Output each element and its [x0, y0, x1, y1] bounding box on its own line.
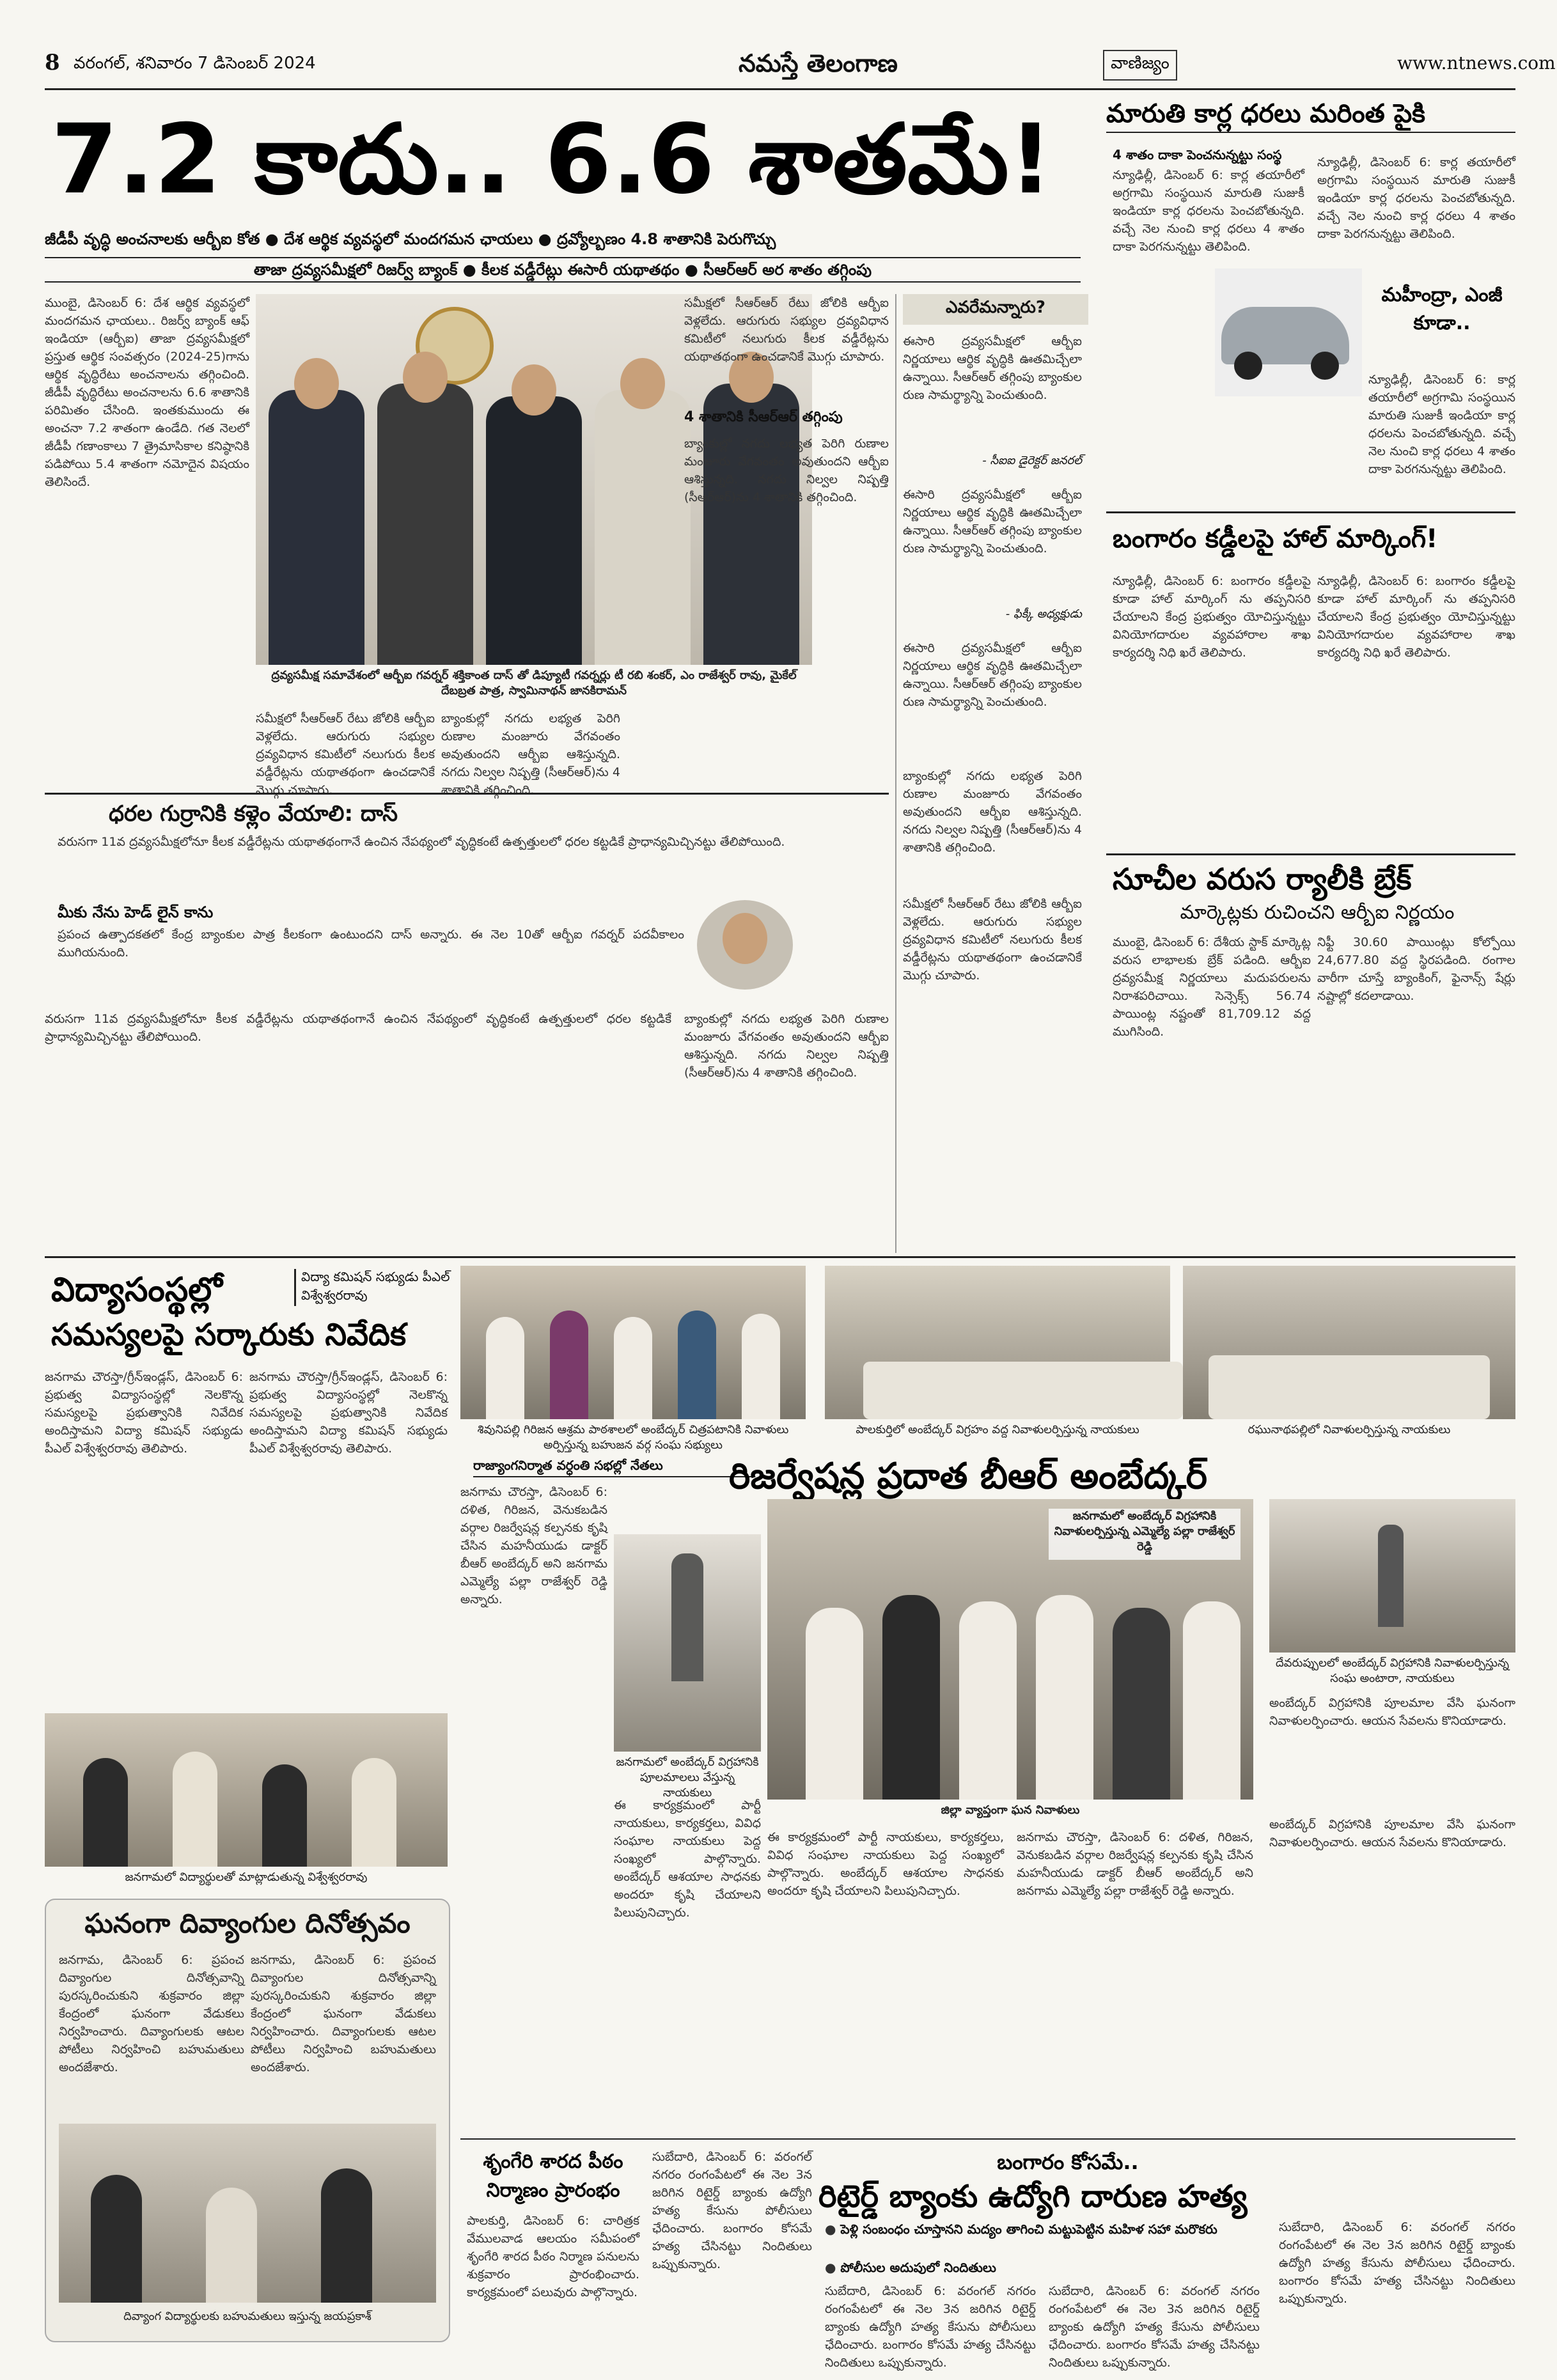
- sringeri-text: పాలకుర్తి, డిసెంబర్ 6: చారిత్రక వేములవాడ ఆలయం సమీపంలో శృంగేరి శారద పీఠం నిర్మాణ పనులను శుక్రవారం ప్రారంభించారు. కార్యక్రమంలో పలువురు పాల్గొన్నారు.: [467, 2214, 639, 2299]
- education-text-2: జనగామ చౌరస్తా/గ్రీన్ఇండ్లస్, డిసెంబర్ 6: ప్రభుత్వ విద్యాసంస్థల్లో నెలకొన్న సమస్యలపై ప్రభుత్వానికి నివేదిక అందిస్తామని విద్యా కమిషన్ సభ్యుడు పీఎల్ విశ్వేశ్వరరావు తెలిపారు.: [249, 1370, 448, 1456]
- person-figure: [959, 1601, 1017, 1800]
- website-url[interactable]: www.ntnews.com: [1397, 52, 1556, 74]
- education-text-1: జనగామ చౌరస్తా/గ్రీన్ఇండ్లస్, డిసెంబర్ 6: ప్రభుత్వ విద్యాసంస్థల్లో నెలకొన్న సమస్యలపై ప్రభుత్వానికి నివేదిక అందిస్తామని విద్యా కమిషన్ సభ్యుడు పీఎల్ విశ్వేశ్వరరావు తెలిపారు.: [45, 1370, 243, 1456]
- sringeri-headline-1: శృంగేరి శారద పీఠం: [483, 2151, 623, 2173]
- lead-col3-subhead: 4 శాతానికి సీఆర్ఆర్ తగ్గింపు: [684, 409, 843, 425]
- sringeri-headline-2: నిర్మాణం ప్రారంభం: [486, 2179, 620, 2202]
- person-figure: [486, 396, 582, 665]
- market-text-1: ముంబై, డిసెంబర్ 6: దేశీయ స్టాక్ మార్కెట్ల వరుస లాభాలకు బ్రేక్ పడింది. ఆర్బీఐ ద్రవ్యసమీక్ష నిర్ణయాలు మదుపరులను నిరాశపరిచాయి. సెన్సెక్స్ 56.74 పాయింట్ల నష్టంతో 81,709.12 వద్ద ముగిసింది.: [1113, 935, 1311, 1039]
- section-label: వాణిజ్యం: [1103, 50, 1177, 81]
- ambedkar-text-1: జనగామ చౌరస్తా, డిసెంబర్ 6: దళిత, గిరిజన, వెనుకబడిన వర్గాల రిజర్వేషన్ల కల్పనకు కృషి చేసిన మహనీయుడు డాక్టర్ బీఆర్ అంబేద్కర్ అని జనగామ ఎమ్మెల్యే పల్లా రాజేశ్వర్ రెడ్డి అన్నారు.: [460, 1485, 607, 1606]
- person-figure: [742, 1314, 780, 1419]
- lead-continuation-2: వరుసగా 11వ ద్రవ్యసమీక్షలోనూ కీలక వడ్డీరేట్లను యథాతథంగానే ఉంచిన నేపథ్యంలో వృద్ధికంటే ఉత్పత్తులలో ధరల కట్టడికే ప్రాధాన్యమిచ్చినట్టు తేలిపోయింది.: [45, 1012, 671, 1044]
- lead-subhead-1: జీడీపీ వృద్ధి అంచనాలకు ఆర్బీఐ కోత ● దేశ ఆర్థిక వ్యవస్థలో మందగమన ఛాయలు ● ద్రవ్యోల్బణం 4.8 శాతానికి పెరుగొచ్చు: [45, 230, 776, 248]
- ambedkar-photo-2: [825, 1266, 1170, 1419]
- reactions-box: [895, 294, 1088, 1253]
- ambedkar-text-6: అంబేద్కర్ విగ్రహానికి పూలమాల వేసి ఘనంగా నివాళులర్పించారు. ఆయన సేవలను కొనియాడారు.: [1269, 1817, 1515, 1849]
- person-head: [294, 358, 339, 409]
- person-figure: [614, 1317, 652, 1419]
- person-figure: [1113, 1608, 1170, 1800]
- bottom-divider: [460, 2138, 1515, 2140]
- ambedkar-text-3: అంబేద్కర్ విగ్రహానికి పూలమాల వేసి ఘనంగా నివాళులర్పించారు. ఆయన సేవలను కొనియాడారు.: [1269, 1696, 1515, 1728]
- lead-col2b: బ్యాంకుల్లో నగదు లభ్యత పెరిగి రుణాల మంజూరు వేగవంతం అవుతుందని ఆర్బీఐ ఆశిస్తున్నది. నగదు నిల్వల నిష్పత్తి (సీఆర్ఆర్)ను 4 శాతానికి తగ్గించింది.: [441, 712, 620, 797]
- section-divider: [45, 1256, 1515, 1258]
- das-box-title: ధరల గుర్రానికి కళ్లెం వేయాలి: దాస్: [109, 801, 398, 827]
- person-figure: [352, 1758, 396, 1867]
- education-headline-1: విద్యాసంస్థల్లో: [51, 1271, 223, 1309]
- headline-corner-title: మీకు నేను హెడ్ లైన్ కాను: [58, 903, 214, 921]
- person-head: [512, 364, 556, 416]
- person-head: [620, 358, 665, 409]
- ambedkar-statue-caption: జనగామలో అంబేద్కర్ విగ్రహానికి పూలమాలలు వేస్తున్న నాయకులు: [616, 1755, 759, 1800]
- statue-icon: [671, 1553, 703, 1681]
- person-figure: [550, 1311, 588, 1419]
- lead-col1: ముంబై, డిసెంబర్ 6: దేశ ఆర్థిక వ్యవస్థలో మందగమన ఛాయలు.. రిజర్వ్ బ్యాంక్ ఆఫ్ ఇండియా (ఆర్బీఐ) తాజా ద్రవ్యసమీక్షలో ప్రస్తుత ఆర్థిక సంవత్సరం (2024-25)గాను ఆర్థిక వృద్ధిరేటు అంచనాలను తగ్గించింది. జీడీపీ వృద్ధిరేటు అంచనాలను 6.6 శాతానికి పరిమితం చేసింది. ఇంతకుముందు ఈ అంచనా 7.2 శాతంగా ఉండేది. గత నెలలో జీడీపీ గణాంకాలు 7 త్రైమాసికాల కనిష్ఠానికి పడిపోయి 5.4 శాతంగా నమోదైన విషయం తెలిసిందే.: [45, 296, 249, 489]
- headline-corner-text: ప్రపంచ ఉత్పాదకతలో కేంద్ర బ్యాంకుల పాత్ర కీలకంగా ఉంటుందని దాస్ అన్నారు. ఈ నెల 10తో ఆర్బీఐ గవర్నర్ పదవీకాలం ముగియనుంది.: [58, 928, 684, 960]
- ambedkar-photo-4: [1269, 1499, 1515, 1653]
- person-head: [403, 352, 448, 403]
- ambedkar-caption-3: రఘునాథపల్లిలో నివాళులర్పిస్తున్న నాయకులు: [1248, 1423, 1451, 1436]
- education-kicker: విద్యా కమిషన్ సభ్యుడు పీఎల్ విశ్వేశ్వరరావు: [294, 1269, 455, 1306]
- page-number: 8: [45, 50, 60, 75]
- das-box-text: వరుసగా 11వ ద్రవ్యసమీక్షలోనూ కీలక వడ్డీరేట్లను యథాతథంగానే ఉంచిన నేపథ్యంలో వృద్ధికంటే ఉత్పత్తులలో ధరల కట్టడికే ప్రాధాన్యమిచ్చినట్టు తేలిపోయింది.: [58, 835, 785, 849]
- person-figure: [377, 384, 473, 665]
- murder-text-1: సుబేదారి, డిసెంబర్ 6: వరంగల్ నగరం రంగంపేటలో ఈ నెల 3న జరిగిన రిటైర్డ్ బ్యాంకు ఉద్యోగి హత్య కేసును పోలీసులు ఛేదించారు. బంగారం కోసమే హత్య చేసినట్టు నిందితులు ఒప్పుకున్నారు.: [652, 2150, 812, 2271]
- reactions-text-1: ఈసారి ద్రవ్యసమీక్షలో ఆర్బీఐ నిర్ణయాలు ఆర్థిక వృద్ధికి ఊతమిచ్చేలా ఉన్నాయి. సీఆర్ఆర్ తగ్గింపు బ్యాంకుల రుణ సామర్థ్యాన్ని పెంచుతుంది.: [903, 334, 1082, 402]
- maruti-subhead: 4 శాతం దాకా పెంచనున్నట్టు సంస్థ: [1113, 147, 1282, 162]
- car-wheel-icon: [1311, 352, 1339, 380]
- murder-bullet-2: [825, 2260, 1272, 2278]
- das-box: [45, 793, 889, 1006]
- page-header: [45, 46, 1556, 84]
- person-figure: [1036, 1595, 1093, 1800]
- lead-col3: బ్యాంకుల్లో నగదు లభ్యత పెరిగి రుణాల మంజూరు వేగవంతం అవుతుందని ఆర్బీఐ ఆశిస్తున్నది. నగదు నిల్వల నిష్పత్తి (సీఆర్ఆర్)ను 4 శాతానికి తగ్గించింది.: [684, 437, 889, 504]
- ambedkar-kicker: రాజ్యాంగనిర్మాత వర్ధంతి సభల్లో నేతలు: [473, 1458, 755, 1477]
- gold-headline: బంగారం కడ్డీలపై హాల్ మార్కింగ్!: [1113, 524, 1438, 554]
- person-figure: [806, 1608, 863, 1800]
- murder-text-2: సుబేదారి, డిసెంబర్ 6: వరంగల్ నగరం రంగంపేటలో ఈ నెల 3న జరిగిన రిటైర్డ్ బ్యాంకు ఉద్యోగి హత్య కేసును పోలీసులు ఛేదించారు. బంగారం కోసమే హత్య చేసినట్టు నిందితులు ఒప్పుకున్నారు.: [825, 2284, 1036, 2370]
- person-figure: [173, 1752, 217, 1867]
- person-figure: [595, 390, 691, 665]
- reactions-text-3: ఈసారి ద్రవ్యసమీక్షలో ఆర్బీఐ నిర్ణయాలు ఆర్థిక వృద్ధికి ఊతమిచ్చేలా ఉన్నాయి. సీఆర్ఆర్ తగ్గింపు బ్యాంకుల రుణ సామర్థ్యాన్ని పెంచుతుంది.: [903, 641, 1082, 709]
- reactions-text-4: బ్యాంకుల్లో నగదు లభ్యత పెరిగి రుణాల మంజూరు వేగవంతం అవుతుందని ఆర్బీఐ ఆశిస్తున్నది. నగదు నిల్వల నిష్పత్తి (సీఆర్ఆర్)ను 4 శాతానికి తగ్గించింది.: [903, 769, 1082, 855]
- maruti-side-note: మహీంద్రా, ఎంజీ కూడా..: [1381, 284, 1503, 334]
- market-subhead: మార్కెట్లకు రుచించని ఆర్బీఐ నిర్ణయం: [1180, 901, 1455, 924]
- maruti-text-2: న్యూఢిల్లీ, డిసెంబర్ 6: కార్ల తయారీలో అగ్రగామి సంస్థయిన మారుతి సుజుకీ ఇండియా కార్ల ధరలను పెంచబోతున్నది. వచ్చే నెల నుంచి కార్ల ధరలు 4 శాతం దాకా పెరగనున్నట్టు తెలిపింది.: [1317, 155, 1515, 241]
- person-figure: [91, 2175, 142, 2303]
- ambedkar-caption-2: పాలకుర్తిలో అంబేద్కర్ విగ్రహం వద్ద నివాళులర్పిస్తున్న నాయకులు: [856, 1423, 1139, 1436]
- statue-icon: [1378, 1525, 1404, 1627]
- ambedkar-main-caption-2: జిల్లా వ్యాప్తంగా ఘన నివాళులు: [941, 1803, 1080, 1817]
- person-figure: [1209, 1355, 1490, 1419]
- reactions-title: ఎవరేమన్నారు?: [903, 294, 1088, 325]
- reactions-attrib-1: - సీఐఐ డైరెక్టర్ జనరల్: [982, 454, 1082, 467]
- rbi-photo-caption: ద్రవ్యసమీక్ష సమావేశంలో ఆర్బీఐ గవర్నర్ శక్తికాంత దాస్ తో డిప్యూటీ గవర్నర్లు టీ రబి శంకర్, ఎం రాజేశ్వర్ రావు, మైకేల్ దేబబ్రత పాత్ర, స్వామినాథన్ జానకిరామన్: [271, 669, 797, 697]
- person-figure: [83, 1758, 128, 1867]
- person-figure: [269, 390, 364, 665]
- gold-text-2: న్యూఢిల్లీ, డిసెంబర్ 6: బంగారం కడ్డీలపై కూడా హాల్ మార్కింగ్ ను తప్పనిసరి చేయాలని కేంద్ర ప్రభుత్వం యోచిస్తున్నట్టు వినియోగదారుల వ్యవహారాల శాఖ కార్యదర్శి నిధి ఖరే తెలిపారు.: [1317, 574, 1515, 660]
- reactions-text-2: ఈసారి ద్రవ్యసమీక్షలో ఆర్బీఐ నిర్ణయాలు ఆర్థిక వృద్ధికి ఊతమిచ్చేలా ఉన్నాయి. సీఆర్ఆర్ తగ్గింపు బ్యాంకుల రుణ సామర్థ్యాన్ని పెంచుతుంది.: [903, 488, 1082, 556]
- ambedkar-text-4: ఈ కార్యక్రమంలో పార్టీ నాయకులు, కార్యకర్తలు, వివిధ సంఘాల నాయకులు పెద్ద సంఖ్యలో పాల్గొన్నారు. అంబేద్కర్ ఆశయాల సాధనకు అందరూ కృషి చేయాలని పిలుపునిచ్చారు.: [767, 1830, 1004, 1898]
- person-figure: [486, 1317, 524, 1419]
- maruti-headline: మారుతి కార్ల ధరలు మరింత పైకి: [1106, 96, 1515, 133]
- murder-bullet-1: [825, 2221, 1272, 2240]
- bullet-icon: ●: [825, 2260, 841, 2275]
- ambedkar-photo-3: [1183, 1266, 1515, 1419]
- bullet-icon: ●: [825, 2221, 841, 2237]
- ambedkar-photo-1: [460, 1266, 806, 1419]
- murder-kicker: బంగారం కోసమే..: [997, 2150, 1139, 2174]
- person-figure: [206, 2188, 257, 2303]
- disabled-headline: ఘనంగా దివ్యాంగుల దినోత్సవం: [84, 1908, 411, 1939]
- lead-headline: 7.2 కాదు.. 6.6 శాతమే!: [51, 104, 1053, 215]
- murder-headline: రిటైర్డ్ బ్యాంకు ఉద్యోగి దారుణ హత్య: [818, 2179, 1248, 2214]
- lead-col2: సమీక్షలో సీఆర్ఆర్ రేటు జోలికి ఆర్బీఐ వెళ్లలేదు. ఆరుగురు సభ్యుల ద్రవ్యవిధాన కమిటీలో నలుగురు కీలక వడ్డీరేట్లను యథాతథంగా ఉంచడానికే మొగ్గు చూపారు.: [256, 712, 435, 797]
- disabled-text-1: జనగామ, డిసెంబర్ 6: ప్రపంచ దివ్యాంగుల దినోత్సవాన్ని పురస్కరించుకుని శుక్రవారం జిల్లా కేంద్రంలో ఘనంగా వేడుకలు నిర్వహించారు. దివ్యాంగులకు ఆటల పోటీలు నిర్వహించి బహుమతులు అందజేశారు.: [59, 1953, 244, 2074]
- das-portrait: [697, 900, 793, 990]
- person-figure: [1183, 1601, 1240, 1800]
- murder-text-3: సుబేదారి, డిసెంబర్ 6: వరంగల్ నగరం రంగంపేటలో ఈ నెల 3న జరిగిన రిటైర్డ్ బ్యాంకు ఉద్యోగి హత్య కేసును పోలీసులు ఛేదించారు. బంగారం కోసమే హత్య చేసినట్టు నిందితులు ఒప్పుకున్నారు.: [1049, 2284, 1260, 2370]
- murder-bullet-1-text: పెళ్లి సంబంధం చూస్తానని మద్యం తాగించి మట్టుపెట్టిన మహిళ సహా మరొకరు: [840, 2221, 1217, 2237]
- maruti-text-3: న్యూఢిల్లీ, డిసెంబర్ 6: కార్ల తయారీలో అగ్రగామి సంస్థయిన మారుతి సుజుకీ ఇండియా కార్ల ధరలను పెంచబోతున్నది. వచ్చే నెల నుంచి కార్ల ధరలు 4 శాతం దాకా పెరగనున్నట్టు తెలిపింది.: [1368, 373, 1515, 476]
- lead-col3-top: సమీక్షలో సీఆర్ఆర్ రేటు జోలికి ఆర్బీఐ వెళ్లలేదు. ఆరుగురు సభ్యుల ద్రవ్యవిధాన కమిటీలో నలుగురు కీలక వడ్డీరేట్లను యథాతథంగా ఉంచడానికే మొగ్గు చూపారు.: [684, 296, 889, 364]
- lead-subhead-2-text: తాజా ద్రవ్యసమీక్షలో రిజర్వ్ బ్యాంక్ ● కీలక వడ్డీరేట్లు ఈసారీ యథాతథం ● సీఆర్ఆర్ అర శాతం తగ్గింపు: [253, 261, 872, 279]
- person-figure: [882, 1595, 940, 1800]
- education-photo-caption: జనగామలో విద్యార్థులతో మాట్లాడుతున్న విశ్వేశ్వరరావు: [125, 1871, 368, 1884]
- gold-rule: [1106, 511, 1515, 513]
- ambedkar-caption-1: శివునిపల్లి గిరిజన ఆశ్రమ పాఠశాలలో అంబేద్కర్ చిత్రపటానికి నివాళులు అర్పిస్తున్న బహుజన వర్గ సంఘ సభ్యులు: [477, 1423, 789, 1452]
- disabled-photo-caption: దివ్యాంగ విద్యార్థులకు బహుమతులు ఇస్తున్న జయప్రకాశ్: [123, 2310, 372, 2323]
- car-photo: [1215, 268, 1362, 396]
- ambedkar-headline: రిజర్వేషన్ల ప్రదాత బీఆర్ అంబేద్కర్: [729, 1456, 1208, 1497]
- market-rule: [1106, 853, 1515, 855]
- ambedkar-text-2: ఈ కార్యక్రమంలో పార్టీ నాయకులు, కార్యకర్తలు, వివిధ సంఘాల నాయకులు పెద్ద సంఖ్యలో పాల్గొన్నారు. అంబేద్కర్ ఆశయాల సాధనకు అందరూ కృషి చేయాలని పిలుపునిచ్చారు.: [614, 1798, 761, 1920]
- ambedkar-main-caption: జనగామలో అంబేద్కర్ విగ్రహానికి నివాళులర్పిస్తున్న ఎమ్మెల్యే పల్లా రాజేశ్వర్ రెడ్డి: [1049, 1509, 1240, 1560]
- person-figure: [321, 2168, 372, 2303]
- car-wheel-icon: [1234, 352, 1262, 380]
- person-figure: [678, 1311, 716, 1419]
- masthead: నమస్తే తెలంగాణ: [739, 49, 898, 77]
- disabled-box: [45, 1899, 450, 2342]
- disabled-text-2: జనగామ, డిసెంబర్ 6: ప్రపంచ దివ్యాంగుల దినోత్సవాన్ని పురస్కరించుకుని శుక్రవారం జిల్లా కేంద్రంలో ఘనంగా వేడుకలు నిర్వహించారు. దివ్యాంగులకు ఆటల పోటీలు నిర్వహించి బహుమతులు అందజేశారు.: [251, 1953, 436, 2074]
- reactions-text-5: సమీక్షలో సీఆర్ఆర్ రేటు జోలికి ఆర్బీఐ వెళ్లలేదు. ఆరుగురు సభ్యుల ద్రవ్యవిధాన కమిటీలో నలుగురు కీలక వడ్డీరేట్లను యథాతథంగా ఉంచడానికే మొగ్గు చూపారు.: [903, 897, 1082, 983]
- person-figure: [863, 1362, 1183, 1419]
- lead-subhead-2: [45, 257, 1081, 283]
- ambedkar-caption-4: దేవరుప్పులలో అంబేద్కర్ విగ్రహానికి నివాళులర్పిస్తున్న సంఘ అంటారా, నాయకులు: [1276, 1656, 1509, 1685]
- market-headline: సూచీల వరుస ర్యాలీకి బ్రేక్: [1113, 862, 1412, 896]
- murder-bullet-2-text: పోలీసుల అదుపులో నిందితులు: [840, 2260, 996, 2275]
- header-divider: [45, 88, 1515, 90]
- edition-date: వరంగల్, శనివారం 7 డిసెంబర్ 2024: [74, 54, 316, 73]
- person-figure: [262, 1764, 307, 1867]
- education-photo: [45, 1713, 448, 1867]
- ambedkar-statue-photo: [614, 1534, 761, 1752]
- das-portrait-head: [723, 913, 767, 964]
- murder-text-4: సుబేదారి, డిసెంబర్ 6: వరంగల్ నగరం రంగంపేటలో ఈ నెల 3న జరిగిన రిటైర్డ్ బ్యాంకు ఉద్యోగి హత్య కేసును పోలీసులు ఛేదించారు. బంగారం కోసమే హత్య చేసినట్టు నిందితులు ఒప్పుకున్నారు.: [1279, 2220, 1515, 2306]
- gold-text-1: న్యూఢిల్లీ, డిసెంబర్ 6: బంగారం కడ్డీలపై కూడా హాల్ మార్కింగ్ ను తప్పనిసరి చేయాలని కేంద్ర ప్రభుత్వం యోచిస్తున్నట్టు వినియోగదారుల వ్యవహారాల శాఖ కార్యదర్శి నిధి ఖరే తెలిపారు.: [1113, 574, 1311, 660]
- reactions-attrib-2: - ఫిక్కీ అధ్యక్షుడు: [1005, 607, 1082, 621]
- disabled-photo: [59, 2124, 436, 2303]
- market-text-2: నిఫ్టీ 30.60 పాయింట్లు కోల్పోయి 24,677.80 వద్ద స్థిరపడింది. రంగాల వారీగా చూస్తే బ్యాంకింగ్, ఫైనాన్స్ షేర్లు నష్టాల్లో కదలాడాయి.: [1317, 935, 1515, 1003]
- maruti-text: న్యూఢిల్లీ, డిసెంబర్ 6: కార్ల తయారీలో అగ్రగామి సంస్థయిన మారుతి సుజుకీ ఇండియా కార్ల ధరలను పెంచబోతున్నది. వచ్చే నెల నుంచి కార్ల ధరలు 4 శాతం దాకా పెరగనున్నట్టు తెలిపింది.: [1113, 168, 1304, 254]
- ambedkar-text-5: జనగామ చౌరస్తా, డిసెంబర్ 6: దళిత, గిరిజన, వెనుకబడిన వర్గాల రిజర్వేషన్ల కల్పనకు కృషి చేసిన మహనీయుడు డాక్టర్ బీఆర్ అంబేద్కర్ అని జనగామ ఎమ్మెల్యే పల్లా రాజేశ్వర్ రెడ్డి అన్నారు.: [1017, 1830, 1253, 1898]
- lead-continuation-1: బ్యాంకుల్లో నగదు లభ్యత పెరిగి రుణాల మంజూరు వేగవంతం అవుతుందని ఆర్బీఐ ఆశిస్తున్నది. నగదు నిల్వల నిష్పత్తి (సీఆర్ఆర్)ను 4 శాతానికి తగ్గించింది.: [684, 1012, 889, 1080]
- education-headline-2: సమస్యలపై సర్కారుకు నివేదిక: [51, 1317, 407, 1353]
